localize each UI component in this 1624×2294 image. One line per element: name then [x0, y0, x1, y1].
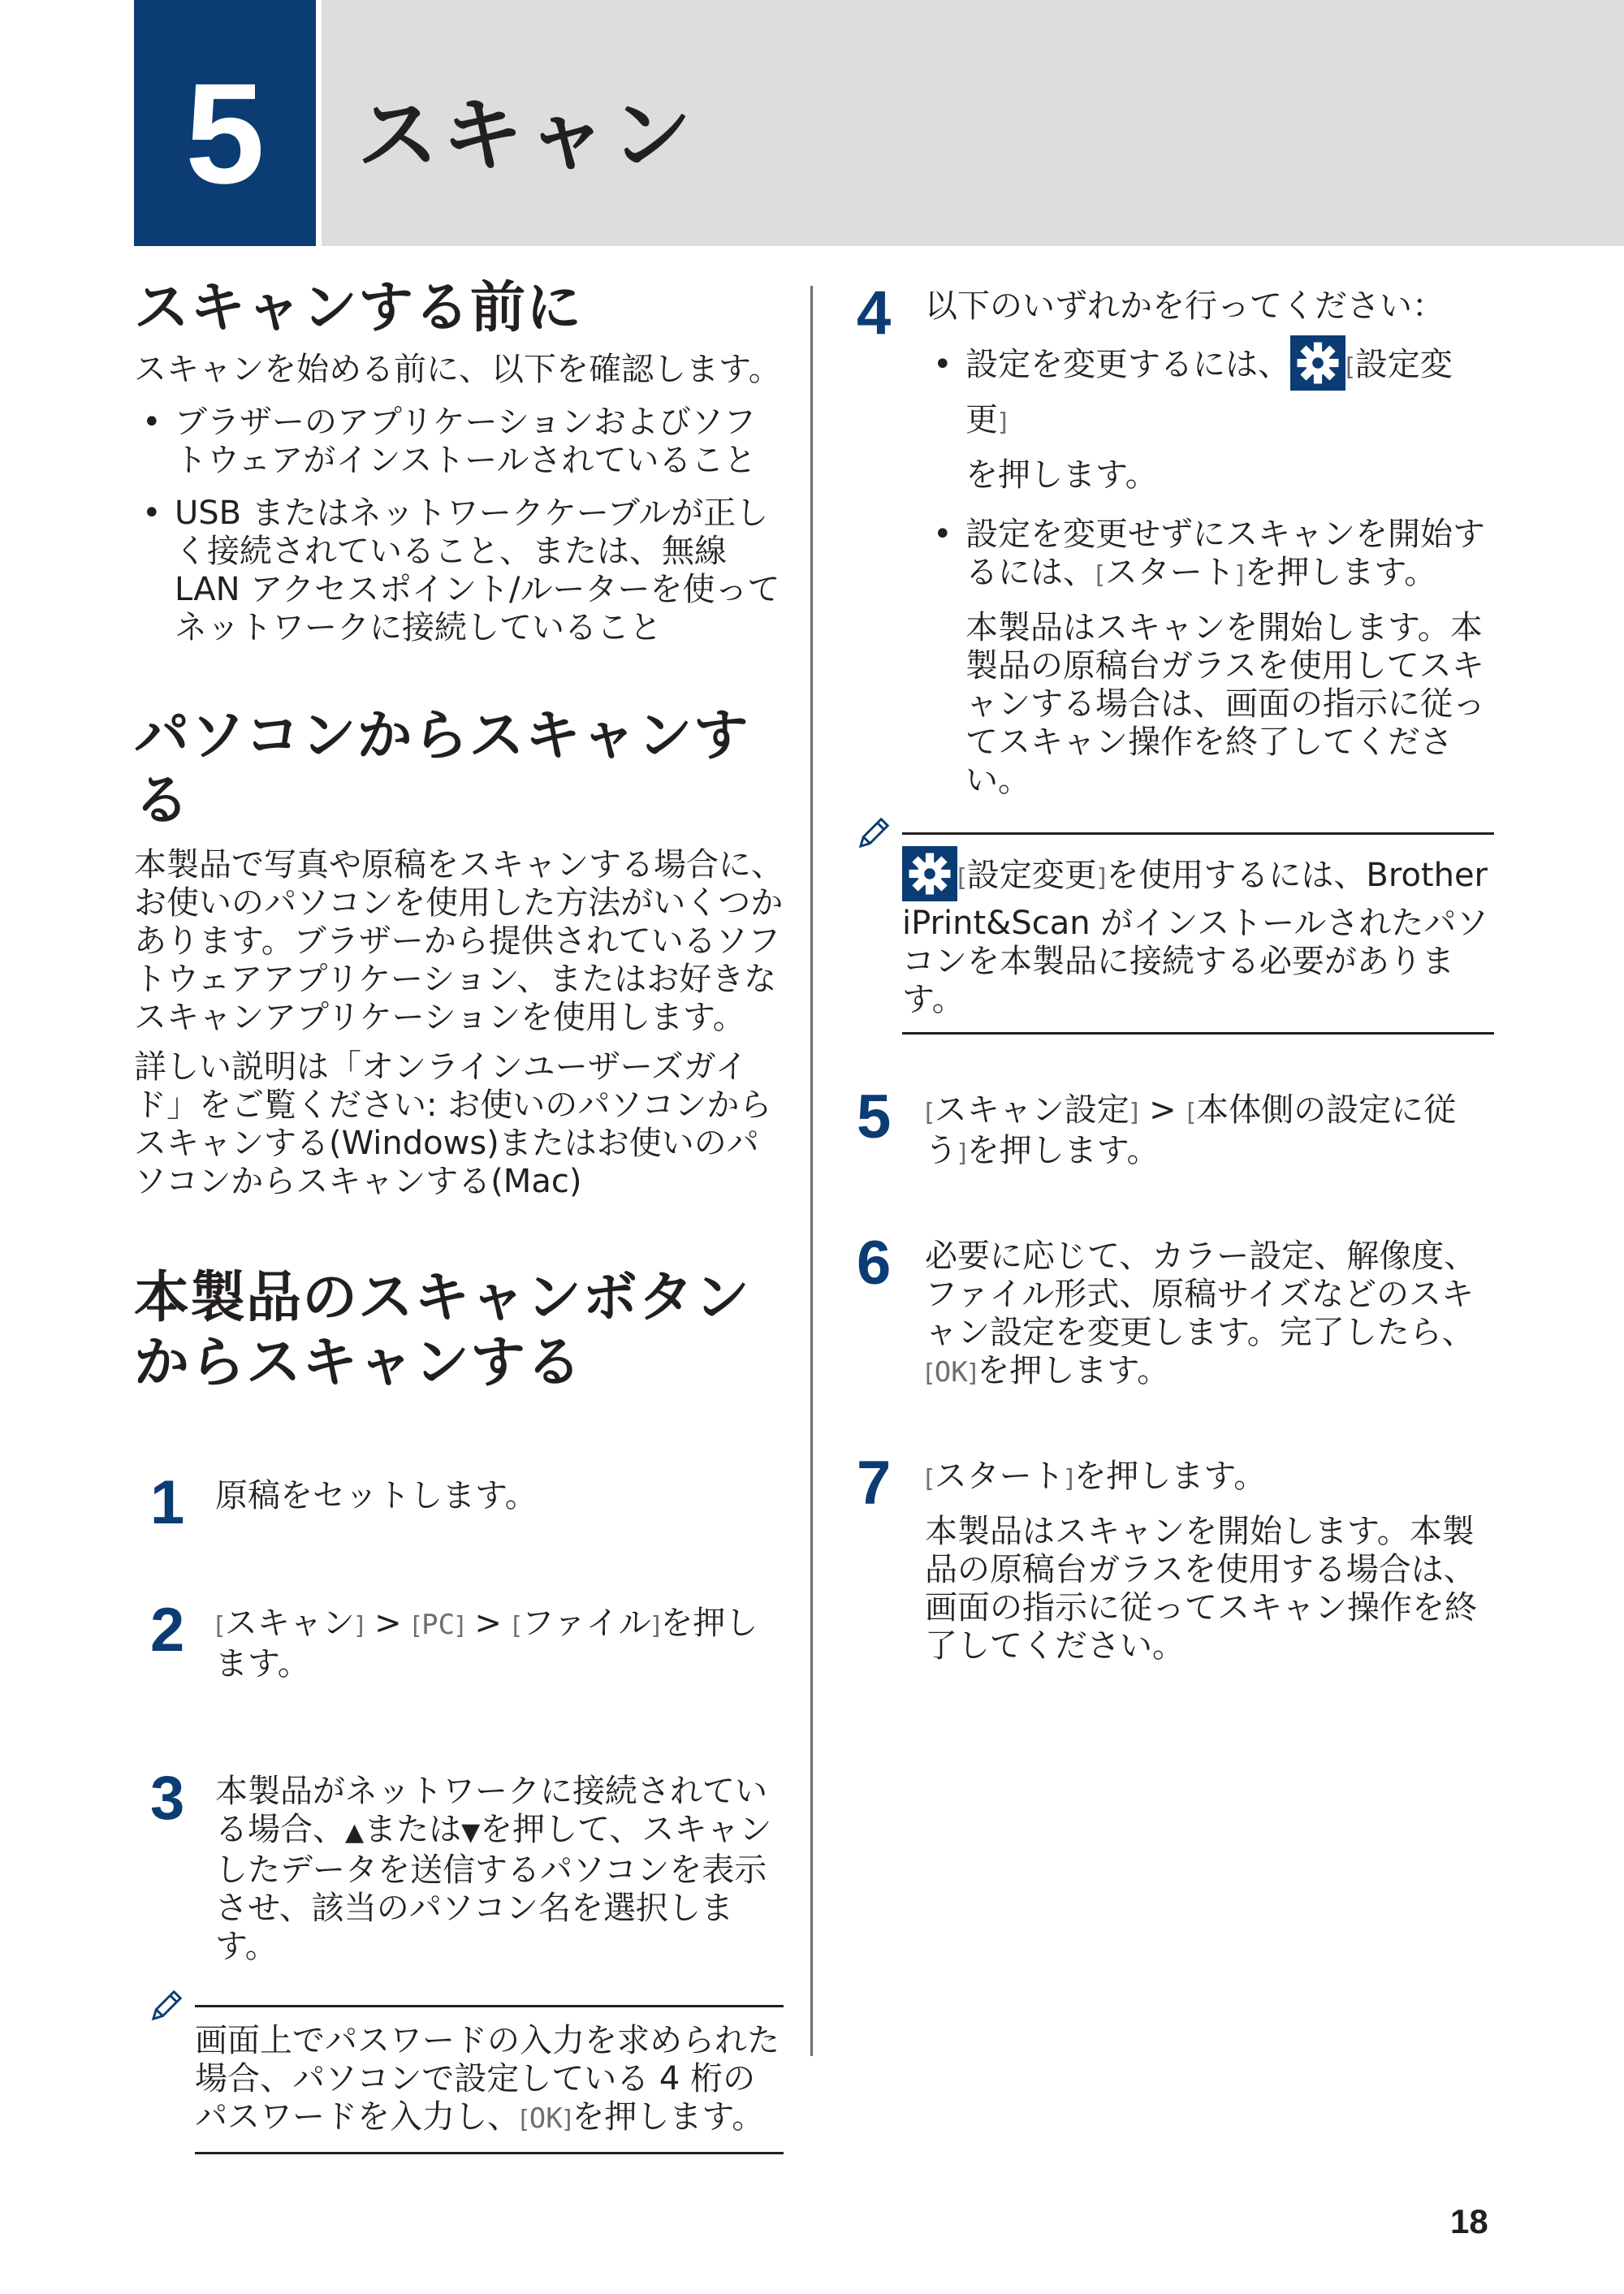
- pencil-icon: [148, 1987, 185, 2024]
- note-text: [設定変更]を使用するには、Brother iPrint&Scan がインストールされたパソコンを本製品に接続する必要があります。: [902, 832, 1494, 1035]
- chapter-number: 5: [134, 0, 316, 246]
- key-label: PC: [421, 1609, 456, 1642]
- key-label: OK: [529, 2102, 563, 2136]
- step-number: 1: [150, 1468, 185, 1538]
- key-label: スタート: [1104, 554, 1235, 591]
- key-label: 設定変更: [966, 857, 1097, 894]
- chapter-title: スキャン: [357, 88, 695, 183]
- up-arrow-icon: ▲: [345, 1818, 365, 1847]
- list-item: • 設定を変更せずにスキャンを開始するには、[スタート]を押します。 本製品はスキャンを開始します。本製品の原稿台ガラスを使用してスキャンする場合は、画面の指示に従ってスキャン操作を終了してください。: [925, 516, 1494, 800]
- pencil-icon: [855, 814, 892, 852]
- key-label: ファイル: [521, 1605, 651, 1643]
- key-label: 設定変更: [965, 346, 1453, 438]
- step-number: 7: [857, 1449, 892, 1518]
- checklist: [134, 404, 784, 647]
- step-number: 5: [857, 1082, 892, 1151]
- note-password: [195, 2005, 784, 2154]
- step-text: 以下のいずれかを行ってください：: [925, 287, 1445, 325]
- left-column: [134, 276, 784, 2154]
- key-label: スキャン: [224, 1605, 355, 1643]
- step-2: [134, 1596, 784, 1683]
- section-intro: スキャンを始める前に、以下を確認します。: [134, 351, 781, 389]
- step-4: [857, 279, 1494, 800]
- page-number: 18: [1450, 2202, 1488, 2240]
- step-detail: 本製品はスキャンを開始します。本製品の原稿台ガラスを使用する場合は、画面の指示に従ってスキャン操作を終了してください。: [925, 1513, 1477, 1665]
- note-settings-change: [902, 832, 1494, 1035]
- step-text: 本製品がネットワークに接続されている場合、▲または▼を押して、スキャンしたデータを送信するパソコンを表示させ、該当のパソコン名を選択します。: [215, 1773, 772, 1966]
- step-text: [スタート]を押します。: [925, 1458, 1267, 1495]
- section-heading-scan-button: 本製品のスキャンボタンからスキャンする: [134, 1265, 751, 1395]
- key-label: スキャン設定: [934, 1091, 1129, 1129]
- step-3: [134, 1764, 784, 1966]
- step-1: [134, 1468, 784, 1538]
- gear-icon: [1290, 335, 1345, 391]
- step-text: 原稿をセットします。: [215, 1477, 538, 1515]
- section-heading-scan-from-pc: パソコンからスキャンする: [134, 704, 749, 834]
- step-number: 4: [857, 279, 892, 348]
- key-label: スタート: [934, 1458, 1065, 1495]
- list-item: • ブラザーのアプリケーションおよびソフトウェアがインストールされていること: [142, 404, 757, 480]
- step-5: [857, 1082, 1494, 1173]
- section-heading-before-scan: スキャンする前に: [134, 276, 583, 340]
- section-paragraph: 本製品で写真や原稿をスキャンする場合に、お使いのパソコンを使用した方法がいくつかあります。ブラザーから提供されているソフトウェアアプリケーション、またはお好きなスキャンアプリケーションを使用します。: [134, 845, 784, 1036]
- column-divider: [810, 286, 813, 2056]
- down-arrow-icon: ▼: [461, 1818, 481, 1847]
- note-text: 画面上でパスワードの入力を求められた場合、パソコンで設定している 4 桁のパスワードを入力し、[OK]を押します。: [195, 2005, 784, 2154]
- step-detail: 本製品はスキャンを開始します。本製品の原稿台ガラスを使用してスキャンする場合は、画面の指示に従ってスキャン操作を終了してください。: [965, 609, 1485, 799]
- step-6: [857, 1229, 1494, 1393]
- step-text: 必要に応じて、カラー設定、解像度、ファイル形式、原稿サイズなどのスキャン設定を変更します。完了したら、[OK]を押します。: [925, 1238, 1477, 1389]
- section-paragraph: 詳しい説明は「オンラインユーザーズガイド」をご覧ください: お使いのパソコンからスキャンする(Windows)またはお使いのパソコンからスキャンする(Mac): [134, 1048, 772, 1200]
- step-text: [スキャン] > [PC] > [ファイル]を押します。: [215, 1605, 758, 1683]
- list-item: • USB またはネットワークケーブルが正しく接続されていること、または、無線 LAN アクセスポイント/ルーターを使ってネットワークに接続していること: [142, 495, 780, 647]
- key-label: 本体側の設定に従う: [925, 1091, 1457, 1169]
- list-item: • 設定を変更するには、 [設定変更] を押します。: [925, 339, 1494, 501]
- step-text: [スキャン設定] > [本体側の設定に従う]を押します。: [925, 1091, 1457, 1169]
- gear-icon: [902, 846, 957, 901]
- right-column: [857, 276, 1494, 1665]
- options-list: [925, 339, 1494, 800]
- step-number: 6: [857, 1229, 892, 1298]
- step-number: 3: [150, 1764, 185, 1834]
- key-label: OK: [934, 1356, 968, 1389]
- step-7: [857, 1449, 1494, 1665]
- step-number: 2: [150, 1596, 185, 1665]
